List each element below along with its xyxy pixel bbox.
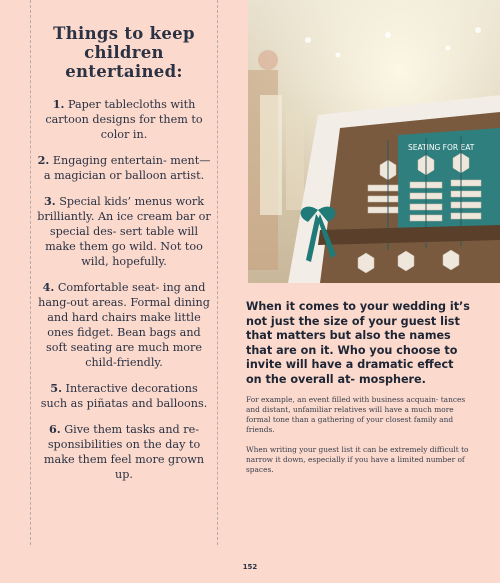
tip-text: Paper tablecloths with cartoon designs for them to color in. xyxy=(45,98,203,141)
article-paragraph: For example, an event filled with business acquain- tances and distant, unfamiliar relatives will have a much more formal tone than a gathering of your closest family and friends. xyxy=(246,395,466,434)
wedding-seating-photo xyxy=(248,0,500,283)
tip-number: 6. xyxy=(48,422,61,436)
tip-number: 2. xyxy=(37,153,50,167)
sidebar-panel xyxy=(30,0,218,545)
page-number: 152 xyxy=(242,563,258,571)
headline-part-2: Who you choose to invite will have a dramatic effect on the overall at- mosphere. xyxy=(246,343,458,386)
tip-number: 4. xyxy=(42,280,55,294)
tip-item xyxy=(37,153,211,183)
tip-text: Engaging entertain- ment—a magician or balloon artist. xyxy=(43,154,211,182)
tip-item xyxy=(37,194,211,269)
tip-item xyxy=(37,422,211,482)
article-paragraph: When writing your guest list it can be extremely difficult to narrow it down, especially if you have a limited number of spaces. xyxy=(246,445,469,474)
headline-part-1: When it comes to your wedding it’s not just the size of your guest list that matters but also the names that are on it. xyxy=(246,300,470,357)
tip-text: Interactive decorations such as piñatas and balloons. xyxy=(40,382,208,410)
tip-number: 1. xyxy=(52,97,65,111)
article-headline xyxy=(246,300,472,387)
tip-text: Comfortable seat- ing and hang-out areas. Formal dining and hard chairs make little ones fidget. Bean bags and soft seating are much more child-friendly. xyxy=(38,281,210,369)
seating-sign-text: SEATING FOR EAT xyxy=(408,143,475,152)
sidebar-title: Things to keep children entertained: xyxy=(53,24,195,81)
tip-item xyxy=(37,381,211,411)
tip-text: Special kids’ menus work brilliantly. An ice cream bar or special des- sert table will make them go wild. Not too wild, hopefully. xyxy=(37,195,211,268)
tip-number: 5. xyxy=(50,381,62,395)
tip-item xyxy=(37,97,211,142)
main-article xyxy=(246,300,472,485)
tip-number: 3. xyxy=(43,194,56,208)
tip-text: Give them tasks and re- sponsibilities on the day to make them feel more grown up. xyxy=(43,423,205,481)
tip-item xyxy=(37,280,211,370)
